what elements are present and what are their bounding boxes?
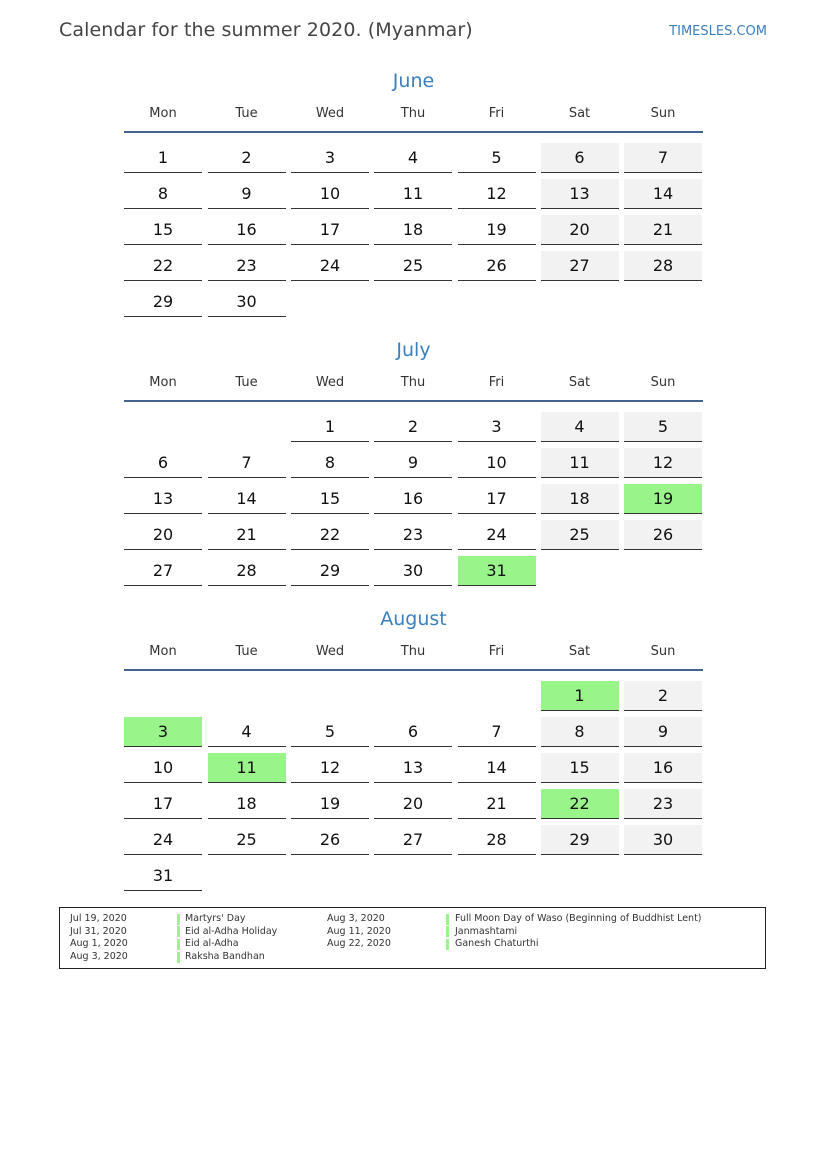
day-cell[interactable]: 15 [541,753,619,783]
day-cell[interactable]: 11 [374,179,452,209]
weekday-thu: Thu [400,106,426,121]
day-cell[interactable]: 13 [124,484,202,514]
day-cell[interactable]: 6 [124,448,202,478]
weekday-sat: Sat [568,644,591,659]
month-july [124,339,703,599]
day-cell[interactable]: 19 [458,215,536,245]
legend-holiday-name: Eid al-Adha Holiday [185,925,278,937]
day-cell[interactable]: 3 [124,717,202,747]
day-cell[interactable]: 24 [124,825,202,855]
weekday-mon: Mon [149,106,177,121]
day-cell[interactable]: 16 [208,215,286,245]
weekday-wed: Wed [315,644,345,659]
weekday-sun: Sun [650,644,676,659]
day-cell[interactable]: 26 [624,520,702,550]
day-cell[interactable]: 15 [124,215,202,245]
day-cell[interactable]: 16 [624,753,702,783]
weekday-sun: Sun [650,375,676,390]
month-june [124,70,703,330]
day-cell[interactable]: 15 [291,484,369,514]
header-rule [124,669,703,671]
day-cell[interactable]: 8 [541,717,619,747]
day-cell[interactable]: 22 [541,789,619,819]
day-cell[interactable]: 7 [624,143,702,173]
month-title: July [396,339,431,361]
day-cell[interactable]: 23 [624,789,702,819]
day-cell[interactable]: 19 [291,789,369,819]
day-cell[interactable]: 6 [541,143,619,173]
day-cell[interactable]: 17 [124,789,202,819]
day-cell[interactable]: 2 [624,681,702,711]
day-cell[interactable]: 28 [208,556,286,586]
day-cell[interactable]: 3 [458,412,536,442]
holiday-color-marker [446,926,449,937]
weekday-mon: Mon [149,375,177,390]
day-cell[interactable]: 5 [458,143,536,173]
weekday-header [124,106,703,126]
day-cell[interactable]: 1 [124,143,202,173]
day-cell[interactable]: 12 [624,448,702,478]
day-cell[interactable]: 21 [208,520,286,550]
day-cell[interactable]: 1 [541,681,619,711]
day-cell[interactable]: 7 [208,448,286,478]
legend-holiday-name: Martyrs' Day [185,913,246,924]
day-cell[interactable]: 12 [458,179,536,209]
day-cell[interactable]: 8 [291,448,369,478]
day-cell[interactable]: 26 [458,251,536,281]
day-cell[interactable]: 13 [374,753,452,783]
weekday-header [124,375,703,395]
day-cell[interactable]: 31 [458,556,536,586]
day-cell[interactable]: 28 [624,251,702,281]
day-cell[interactable]: 4 [208,717,286,747]
weekday-tue: Tue [235,644,258,659]
weekday-fri: Fri [488,375,505,390]
legend-date: Aug 3, 2020 [327,913,385,924]
day-cell[interactable]: 11 [208,753,286,783]
day-cell[interactable]: 2 [208,143,286,173]
day-cell[interactable]: 12 [291,753,369,783]
day-cell[interactable]: 30 [374,556,452,586]
day-cell[interactable]: 25 [208,825,286,855]
legend-date: Jul 31, 2020 [70,925,127,937]
day-cell[interactable]: 24 [291,251,369,281]
holiday-color-marker [446,939,449,950]
day-cell[interactable]: 16 [374,484,452,514]
legend-date: Aug 11, 2020 [327,925,391,937]
day-cell[interactable]: 27 [541,251,619,281]
day-cell[interactable]: 2 [374,412,452,442]
day-cell[interactable]: 14 [208,484,286,514]
day-cell[interactable]: 17 [291,215,369,245]
legend-holiday-name: Ganesh Chaturthi [455,938,539,950]
weekday-wed: Wed [315,106,345,121]
day-cell[interactable]: 21 [458,789,536,819]
day-cell[interactable]: 4 [374,143,452,173]
legend-holiday-name: Eid al-Adha [185,938,239,950]
day-cell[interactable]: 1 [291,412,369,442]
day-cell[interactable]: 13 [541,179,619,209]
page-title: Calendar for the summer 2020. (Myanmar) [59,19,473,41]
day-cell[interactable]: 9 [374,448,452,478]
day-cell[interactable]: 5 [624,412,702,442]
day-cell[interactable]: 29 [124,287,202,317]
weekday-header [124,644,703,664]
day-cell[interactable]: 14 [458,753,536,783]
legend-holiday-name: Raksha Bandhan [185,951,265,963]
day-cell[interactable]: 18 [374,215,452,245]
day-cell[interactable]: 8 [124,179,202,209]
legend-date: Jul 19, 2020 [70,913,127,924]
day-cell[interactable]: 18 [541,484,619,514]
day-cell[interactable]: 27 [374,825,452,855]
day-cell[interactable]: 23 [208,251,286,281]
day-cell[interactable]: 3 [291,143,369,173]
header-rule [124,131,703,133]
day-cell[interactable]: 20 [124,520,202,550]
brand-link[interactable]: TIMESLES.COM [669,24,767,39]
day-cell[interactable]: 30 [208,287,286,317]
holiday-color-marker [177,952,180,963]
day-cell[interactable]: 28 [458,825,536,855]
day-cell[interactable]: 20 [374,789,452,819]
day-cell[interactable]: 14 [624,179,702,209]
day-cell[interactable]: 20 [541,215,619,245]
month-title: June [392,70,435,92]
day-cell[interactable]: 10 [291,179,369,209]
day-cell[interactable]: 10 [124,753,202,783]
day-cell[interactable]: 22 [291,520,369,550]
day-cell[interactable]: 9 [624,717,702,747]
legend-holiday-name: Janmashtami [455,925,518,937]
holiday-color-marker [177,914,180,925]
legend-date: Aug 3, 2020 [70,951,128,963]
day-cell[interactable]: 21 [624,215,702,245]
day-cell[interactable]: 17 [458,484,536,514]
day-cell[interactable]: 5 [291,717,369,747]
legend-holiday-name: Full Moon Day of Waso (Beginning of Buddhist Lent) [455,913,702,924]
day-cell[interactable]: 18 [208,789,286,819]
weekday-tue: Tue [235,106,258,121]
day-cell[interactable]: 22 [124,251,202,281]
weekday-tue: Tue [235,375,258,390]
legend-date: Aug 1, 2020 [70,938,128,950]
day-cell[interactable]: 23 [374,520,452,550]
weekday-fri: Fri [488,106,505,121]
header-rule [124,400,703,402]
day-cell[interactable]: 31 [124,861,202,891]
day-cell[interactable]: 29 [291,556,369,586]
day-cell[interactable]: 7 [458,717,536,747]
holiday-color-marker [446,914,449,925]
day-cell[interactable]: 10 [458,448,536,478]
month-august [124,608,703,885]
legend-date: Aug 22, 2020 [327,938,391,950]
day-cell[interactable]: 6 [374,717,452,747]
weekday-thu: Thu [400,644,426,659]
day-cell[interactable]: 29 [541,825,619,855]
weekday-sat: Sat [568,375,591,390]
holiday-color-marker [177,926,180,937]
weekday-wed: Wed [315,375,345,390]
day-cell[interactable]: 27 [124,556,202,586]
weekday-thu: Thu [400,375,426,390]
day-cell[interactable]: 25 [541,520,619,550]
day-cell[interactable]: 9 [208,179,286,209]
day-cell[interactable]: 4 [541,412,619,442]
day-cell[interactable]: 19 [624,484,702,514]
weekday-sat: Sat [568,106,591,121]
weekday-sun: Sun [650,106,676,121]
weekday-fri: Fri [488,644,505,659]
holiday-legend [59,907,766,969]
holiday-color-marker [177,939,180,950]
day-cell[interactable]: 30 [624,825,702,855]
day-cell[interactable]: 24 [458,520,536,550]
weekday-mon: Mon [149,644,177,659]
day-cell[interactable]: 26 [291,825,369,855]
day-cell[interactable]: 11 [541,448,619,478]
day-cell[interactable]: 25 [374,251,452,281]
month-title: August [380,608,447,630]
